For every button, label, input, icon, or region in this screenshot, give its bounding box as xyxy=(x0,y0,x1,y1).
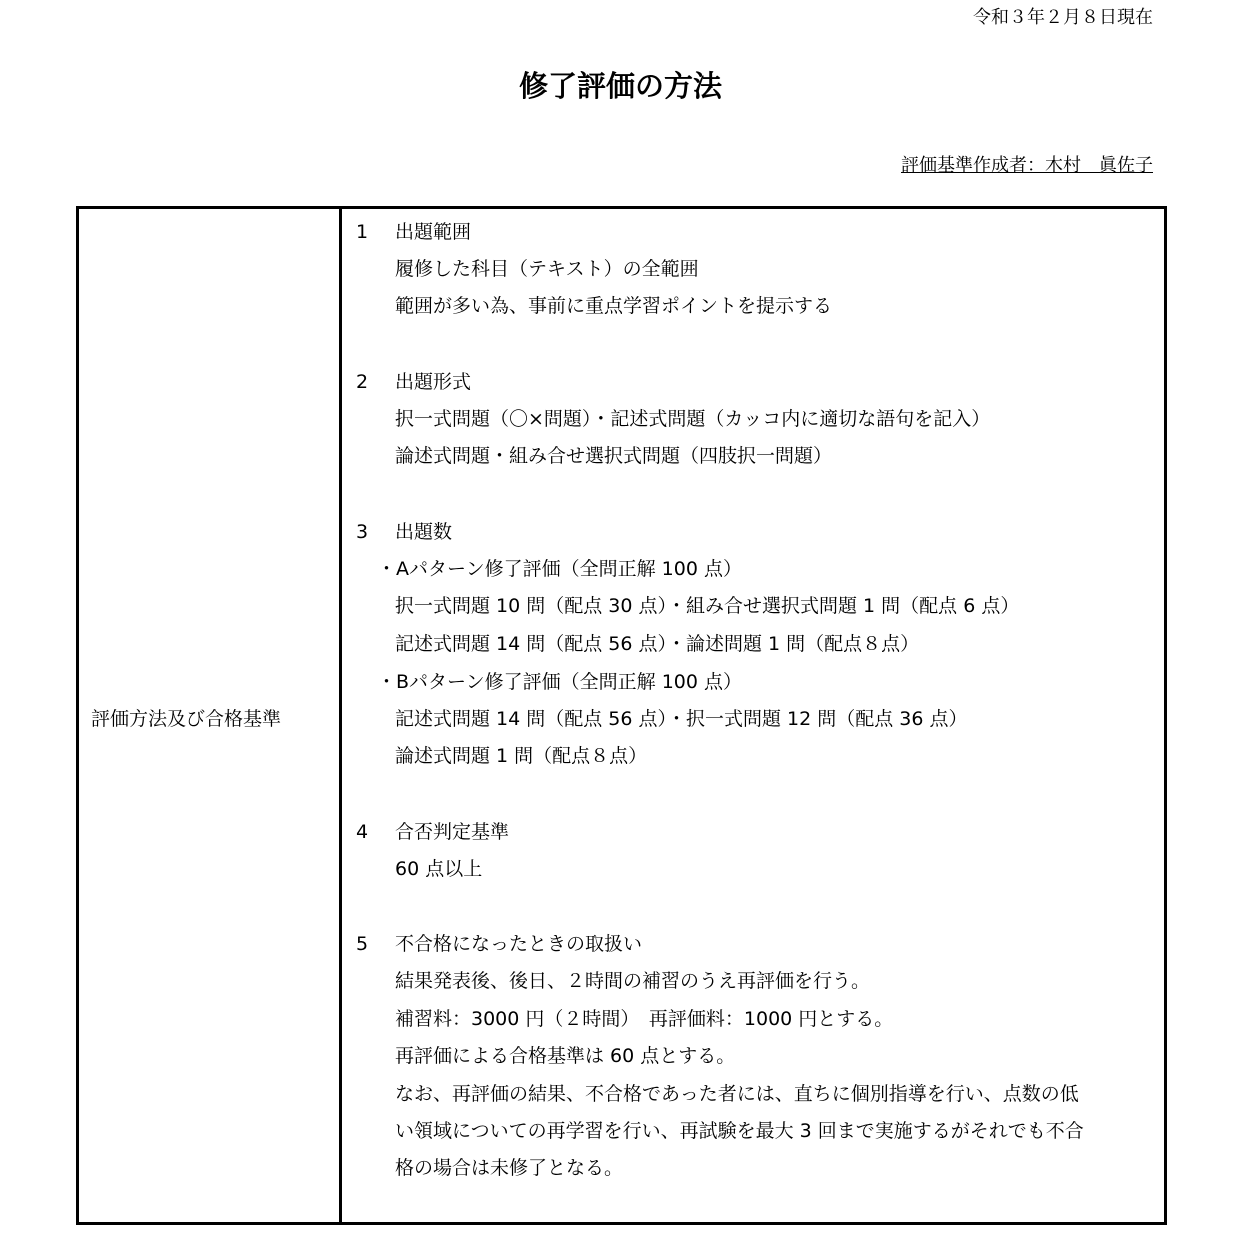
evaluation-table xyxy=(76,206,1167,1225)
section-5-line: なお、再評価の結果、不合格であった者には、直ちに個別指導を行い、点数の低 xyxy=(395,1083,1079,1105)
section-title: 出題形式 xyxy=(395,371,472,393)
section-1-line: 範囲が多い為、事前に重点学習ポイントを提示する xyxy=(395,295,833,317)
section-5-line: 格の場合は未修了となる。 xyxy=(395,1157,624,1179)
pattern-a-line: 記述式問題 14 問（配点 56 点）・論述問題 1 問（配点８点） xyxy=(395,633,920,655)
section-5-line: い領域についての再学習を行い、再試験を最大 3 回まで実施するがそれでも不合 xyxy=(395,1120,1084,1142)
row-label: 評価方法及び合格基準 xyxy=(91,708,282,730)
section-2-line: 択一式問題（〇×問題）・記述式問題（カッコ内に適切な語句を記入） xyxy=(395,408,991,430)
section-number: 2 xyxy=(356,371,369,393)
section-number: 1 xyxy=(356,221,369,243)
section-5-line: 結果発表後、後日、２時間の補習のうえ再評価を行う。 xyxy=(395,970,871,992)
section-title: 出題数 xyxy=(395,521,453,543)
pattern-b-line: 論述式問題 1 問（配点８点） xyxy=(395,745,648,767)
criteria-author: 評価基準作成者：木村 眞佐子 xyxy=(901,155,1153,176)
section-title: 不合格になったときの取扱い xyxy=(395,933,643,955)
section-title: 出題範囲 xyxy=(395,221,472,243)
section-number: 5 xyxy=(356,933,369,955)
pattern-a-line: 択一式問題 10 問（配点 30 点）・組み合せ選択式問題 1 問（配点 6 点） xyxy=(395,595,1020,617)
as-of-date: 令和３年２月８日現在 xyxy=(973,7,1153,28)
pattern-b-line: 記述式問題 14 問（配点 56 点）・択一式問題 12 問（配点 36 点） xyxy=(395,708,968,730)
content-cell xyxy=(342,209,1164,1222)
pattern-b-bullet: ・Bパターン修了評価（全問正解 100 点） xyxy=(377,671,742,693)
section-4-line: 60 点以上 xyxy=(395,858,483,880)
section-number: 3 xyxy=(356,521,369,543)
section-5-line: 再評価による合格基準は 60 点とする。 xyxy=(395,1045,736,1067)
section-2-line: 論述式問題・組み合せ選択式問題（四肢択一問題） xyxy=(395,445,833,467)
section-5-line: 補習料：3000 円（２時間） 再評価料：1000 円とする。 xyxy=(395,1008,894,1030)
section-1-line: 履修した科目（テキスト）の全範囲 xyxy=(395,258,699,280)
label-cell xyxy=(79,209,342,1222)
section-title: 合否判定基準 xyxy=(395,821,510,843)
pattern-a-bullet: ・Aパターン修了評価（全問正解 100 点） xyxy=(377,558,742,580)
section-number: 4 xyxy=(356,821,369,843)
page-title: 修了評価の方法 xyxy=(518,69,722,103)
